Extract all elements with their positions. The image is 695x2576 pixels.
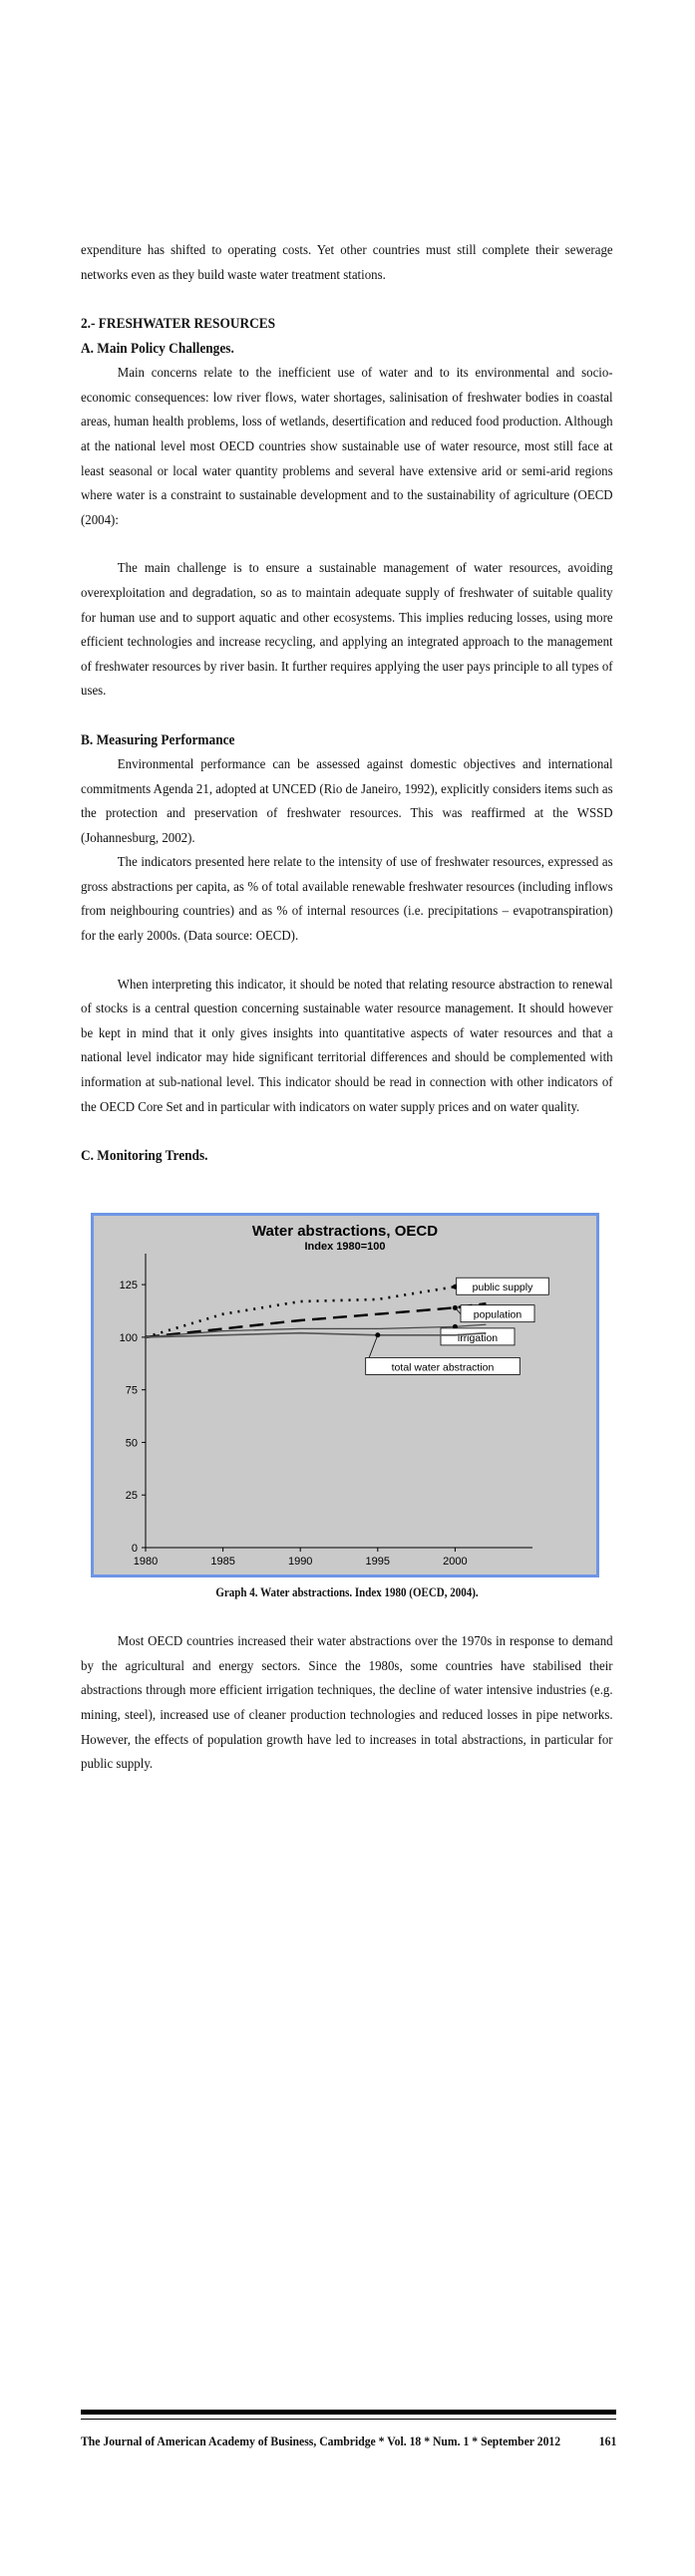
- x-tick-label: 1995: [365, 1556, 391, 1569]
- page-number: 161: [598, 2433, 617, 2448]
- journal-citation: The Journal of American Academy of Business, Cambridge * Vol. 18 * Num. 1 * September 2012: [81, 2433, 561, 2448]
- legend-label: population: [473, 1308, 522, 1321]
- legend-label: public supply: [472, 1282, 533, 1294]
- y-tick-label: 125: [119, 1280, 138, 1292]
- x-tick-label: 1980: [133, 1556, 159, 1569]
- subsection-heading: B. Measuring Performance: [81, 731, 235, 748]
- y-tick-label: 75: [125, 1384, 138, 1397]
- paragraph: The main challenge is to ensure a sustainable management of water resources, avoiding overexploitation and degradation, so as to maintain adequate supply of freshwater of suitable quality for human use and to support aquatic and other ecosystems. This implies reducing losses, using more efficient technologies and increase recycling, and applying an integrated approach to the management of freshwater resources by river basin. It further requires applying the user pays principle to all types of uses.: [81, 561, 613, 700]
- y-tick-label: 25: [125, 1490, 138, 1503]
- x-tick-label: 1990: [287, 1556, 313, 1569]
- y-tick-label: 0: [131, 1543, 138, 1556]
- chart-frame: [91, 1213, 599, 1577]
- x-tick-label: 1985: [210, 1556, 235, 1569]
- subsection-heading: A. Main Policy Challenges.: [81, 341, 234, 358]
- section-heading: 2.- FRESHWATER RESOURCES: [81, 316, 276, 333]
- page-footer: [81, 2410, 616, 2449]
- paragraph: Environmental performance can be assessed against domestic objectives and international commitments Agenda 21, adopted at UNCED (Rio de Janeiro, 1992), explicitly considers items such as the protection and preservation of freshwater resources. This was reaffirmed at the WSSD (Johannesburg, 2002).: [81, 756, 613, 846]
- footer-rule-thin: [81, 2419, 616, 2420]
- paragraph: When interpreting this indicator, it should be noted that relating resource abstraction to renewal of stocks is a central question concerning sustainable water resource management. It should however be kept in mind that it only gives insights into quantitative aspects of water resources and that a national level indicator may hide significant territorial differences and should be complemented with information at sub-national level. This indicator should be read in connection with other indicators of the OECD Core Set and in particular with indicators on water supply prices and on water quality.: [81, 977, 613, 1115]
- x-tick-label: 2000: [443, 1556, 468, 1569]
- subsection-heading: C. Monitoring Trends.: [81, 1148, 208, 1165]
- paragraph: The indicators presented here relate to the intensity of use of freshwater resources, expressed as gross abstractions per capita, as % of total available renewable freshwater resources (including inflows from neighbouring countries) and as % of internal resources (i.e. precipitations – evapotranspiration) for the early 2000s. (Data source: OECD).: [81, 855, 613, 945]
- series-line: [146, 1303, 486, 1337]
- y-tick-label: 100: [119, 1332, 138, 1345]
- legend-leader: [455, 1308, 461, 1314]
- paragraph: Most OECD countries increased their water abstractions over the 1970s in response to demand by the agricultural and energy sectors. Since the 1980s, some countries have stabilised their abstractions through more efficient irrigation techniques, the decline of water intensive industries (e.g. mining, steel), increased use of cleaner production technologies and reduced losses in pipe networks. However, the effects of population growth have led to increases in total abstractions, in particular for public supply.: [81, 1634, 613, 1773]
- figure: [91, 1213, 603, 1600]
- water-abstractions-chart: [94, 1216, 596, 1574]
- chart-subtitle: Index 1980=100: [304, 1241, 386, 1254]
- chart-title: Water abstractions, OECD: [251, 1223, 439, 1241]
- paragraph: Main concerns relate to the inefficient use of water and to its environmental and socio-economic consequences: low river flows, water shortages, salinisation of freshwater bodies in coastal areas, human health problems, loss of wetlands, desertification and reduced food production. Although at the national level most OECD countries show sustainable use of water resource, most still face at least seasonal or local water quantity problems and several have extensive arid or semi-arid regions where water is a constraint to sustainable development and to the sustainability of agriculture (OECD (2004):: [81, 366, 613, 528]
- footer-rule: [81, 2410, 616, 2415]
- figure-caption: Graph 4. Water abstractions. Index 1980 (OECD, 2004).: [215, 1585, 479, 1600]
- legend-label: irrigation: [457, 1332, 499, 1345]
- y-tick-label: 50: [125, 1437, 138, 1450]
- article-body: [81, 239, 614, 1778]
- paragraph: expenditure has shifted to operating costs. Yet other countries must still complete their sewerage networks even as they build waste water treatment stations.: [81, 243, 613, 283]
- legend-label: total water abstraction: [391, 1361, 495, 1374]
